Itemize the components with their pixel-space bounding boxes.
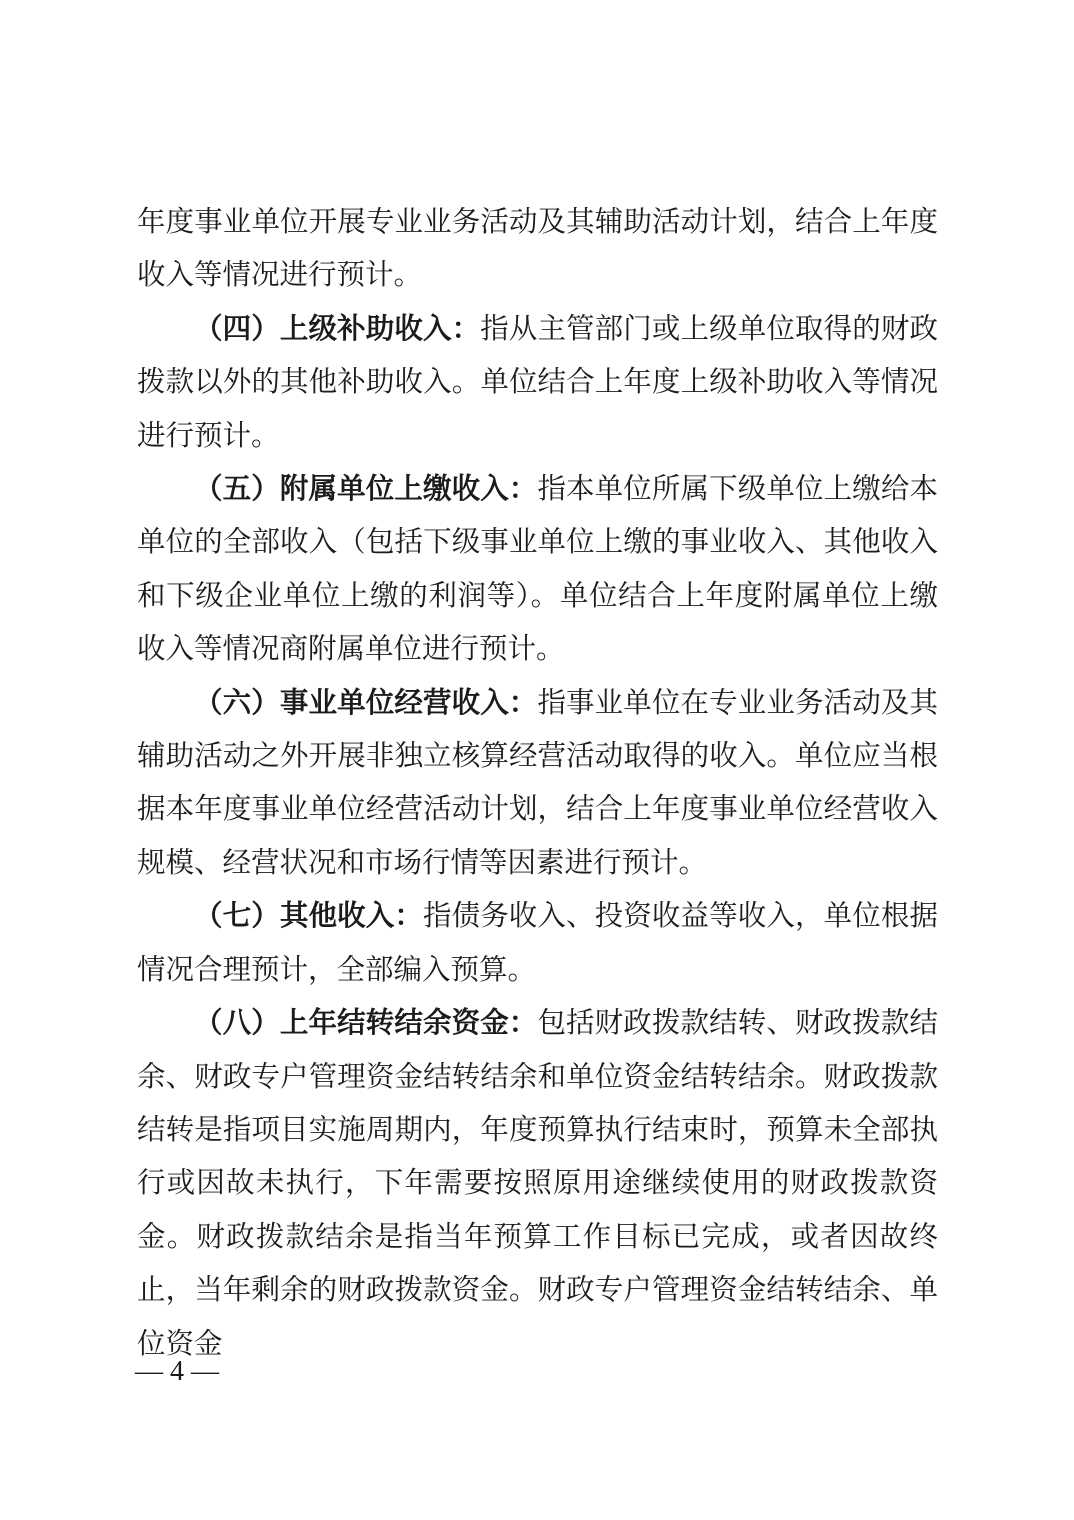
paragraph	[137, 463, 938, 677]
paragraph-text: 指本单位所属下级单位上缴给本单位的全部收入（包括下级事业单位上缴的事业收入、其他收入和下级企业单位上缴的利润等）。单位结合上年度附属单位上缴收入等情况商附属单位进行预计。	[137, 474, 938, 666]
section-heading: （七）其他收入：	[194, 901, 423, 933]
paragraph-text: 包括财政拨款结转、财政拨款结余、财政专户管理资金结转结余和单位资金结转结余。财政拨款结转是指项目实施周期内，年度预算执行结束时，预算未全部执行或因故未执行，下年需要按照原用途继续使用的财政拨款资金。财政拨款结余是指当年预算工作目标已完成，或者因故终止，当年剩余的财政拨款资金。财政专户管理资金结转结余、单位资金	[137, 1008, 938, 1360]
page-number: — 4 —	[135, 1356, 219, 1387]
paragraph-text: 指事业单位在专业业务活动及其辅助活动之外开展非独立核算经营活动取得的收入。单位应当根据本年度事业单位经营活动计划，结合上年度事业单位经营收入规模、经营状况和市场行情等因素进行预计。	[137, 687, 938, 879]
paragraph	[137, 303, 938, 463]
paragraph-text: 指从主管部门或上级单位取得的财政拨款以外的其他补助收入。单位结合上年度上级补助收入等情况进行预计。	[137, 313, 938, 452]
paragraph-text: 指债务收入、投资收益等收入，单位根据情况合理预计，全部编入预算。	[137, 901, 938, 986]
section-heading: （六）事业单位经营收入：	[194, 687, 538, 719]
section-heading: （八）上年结转结余资金：	[194, 1008, 538, 1040]
section-heading: （四）上级补助收入：	[194, 313, 481, 345]
paragraph	[137, 997, 938, 1371]
section-heading: （五）附属单位上缴收入：	[194, 474, 538, 506]
paragraph	[137, 196, 938, 303]
paragraph-text: 年度事业单位开展专业业务活动及其辅助活动计划，结合上年度收入等情况进行预计。	[137, 207, 938, 292]
document-body	[137, 196, 938, 1371]
paragraph	[137, 677, 938, 891]
paragraph	[137, 890, 938, 997]
